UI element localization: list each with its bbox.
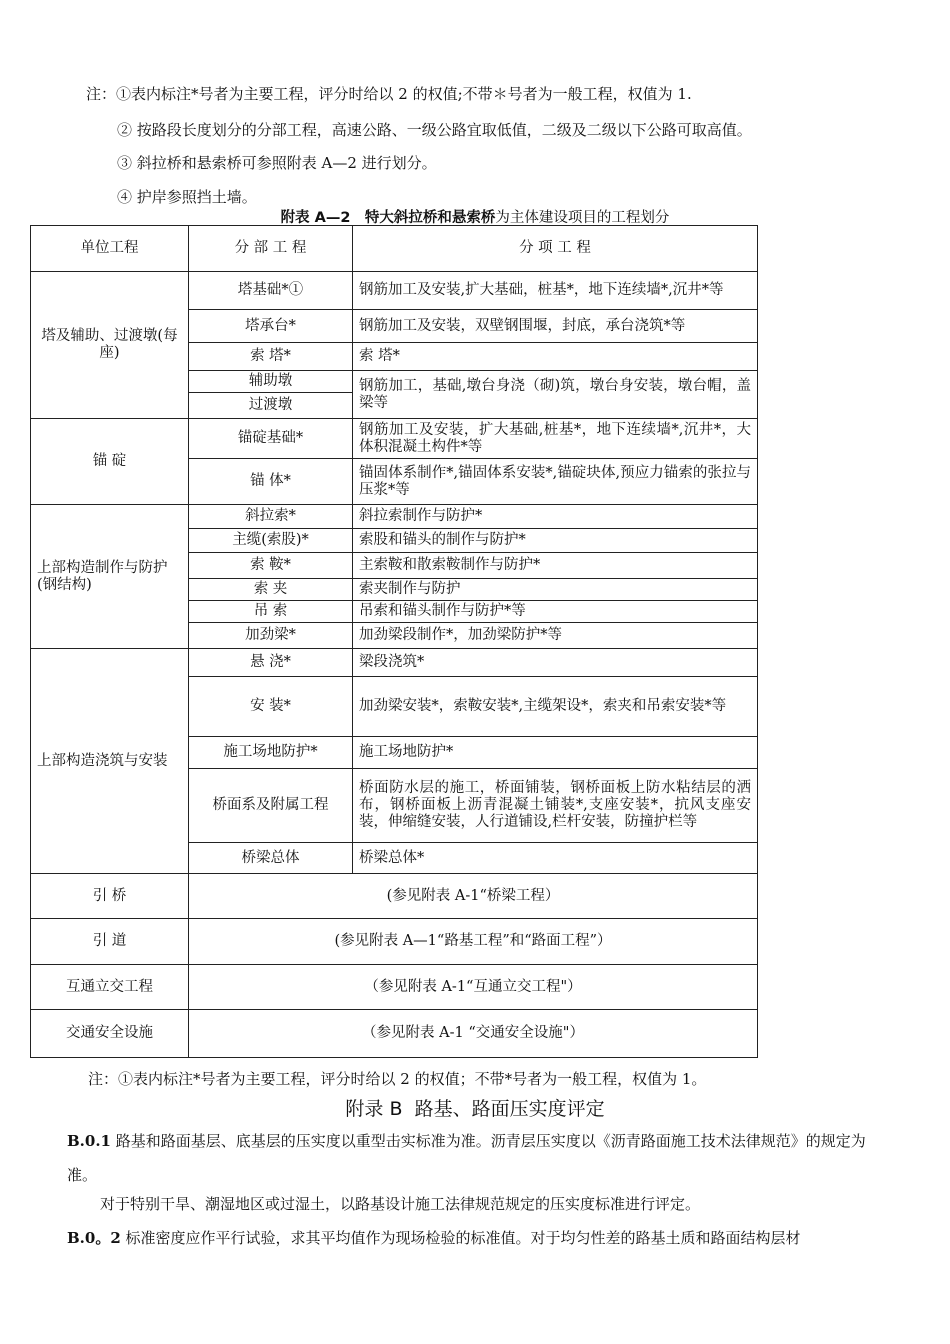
items-cell: 钢筋加工及安装,扩大基础，桩基*，地下连续墙*,沉井*等 [353,272,758,310]
merged-row [31,874,758,919]
clause-number: B.0.1 [67,1132,111,1150]
note-top-3: ③ 斜拉桥和悬索桥可参照附表 A—2 进行划分。 [117,154,437,172]
reference-cell: （参见附表 A-1 “交通安全设施"） [189,1010,758,1058]
items-cell: 吊索和锚头制作与防护*等 [353,601,758,623]
unit-cell: 塔及辅助、过渡墩(每座) [31,272,189,419]
part-cell: 索 鞍* [189,553,353,579]
table-caption-bold: 附表 A—2 特大斜拉桥和悬索桥 [280,210,496,226]
part-cell: 施工场地防护* [189,737,353,769]
appendix-paragraph-2: 对于特别干旱、潮湿地区或过湿土，以路基设计施工法律规范规定的压实度标准进行评定。 [100,1195,701,1213]
items-cell: 钢筋加工及安装，双壁钢围堰，封底，承台浇筑*等 [353,310,758,343]
table-row [31,505,758,529]
part-cell: 塔基础*① [189,272,353,310]
part-cell: 桥面系及附属工程 [189,769,353,843]
appendix-title-b: 路基、路面压实度评定 [414,1098,605,1120]
note-top-1: 注：①表内标注*号者为主要工程，评分时给以 2 的权值;不带＊号者为一般工程，权值为 1. [86,85,692,103]
reference-cell: (参见附表 A-1“桥梁工程） [189,874,758,919]
appendix-title-a: 附录 B [345,1098,403,1120]
header-part: 分 部 工 程 [189,226,353,272]
appendix-paragraph-3 [67,1221,801,1255]
items-cell: 斜拉索制作与防护* [353,505,758,529]
merged-row [31,919,758,965]
header-items: 分 项 工 程 [353,226,758,272]
items-cell: 加劲梁段制作*，加劲梁防护*等 [353,623,758,649]
note-top-2: ② 按路段长度划分的分部工程，高速公路、一级公路宜取低值，二级及二级以下公路可取高值。 [117,121,752,139]
table-row [31,272,758,310]
note-bottom: 注：①表内标注*号者为主要工程，评分时给以 2 的权值；不带*号者为一般工程，权值为 1。 [88,1070,707,1088]
table-header-row [31,226,758,272]
unit-cell: 锚 碇 [31,419,189,505]
unit-cell: 引 桥 [31,874,189,919]
items-cell: 索股和锚头的制作与防护* [353,529,758,553]
reference-cell: (参见附表 A—1“路基工程”和“路面工程”） [189,919,758,965]
items-cell: 钢筋加工及安装，扩大基础,桩基*，地下连续墙*,沉井*，大体积混凝土构件*等 [353,419,758,459]
merged-row [31,1010,758,1058]
note-top-4: ④ 护岸参照挡土墙。 [117,188,257,206]
part-cell: 塔承台* [189,310,353,343]
part-cell: 斜拉索* [189,505,353,529]
part-cell: 桥梁总体 [189,843,353,874]
part-cell: 索 夹 [189,579,353,601]
appendix-title [0,1094,950,1121]
clause-text: 标准密度应作平行试验，求其平均值作为现场检验的标准值。对于均匀性差的路基土质和路面结构层材 [120,1229,801,1247]
reference-cell: （参见附表 A-1“互通立交工程"） [189,965,758,1010]
items-cell: 锚固体系制作*,锚固体系安装*,锚碇块体,预应力锚索的张拉与压浆*等 [353,459,758,505]
part-cell: 加劲梁* [189,623,353,649]
unit-cell: 上部构造制作与防护(钢结构) [31,505,189,649]
part-cell: 辅助墩 [189,371,353,393]
part-cell: 锚碇基础* [189,419,353,459]
items-cell: 索夹制作与防护 [353,579,758,601]
part-cell: 锚 体* [189,459,353,505]
items-cell: 索 塔* [353,343,758,371]
unit-cell: 引 道 [31,919,189,965]
table-caption [0,206,950,227]
items-cell: 钢筋加工，基础,墩台身浇（砌)筑，墩台身安装，墩台帽，盖梁等 [353,371,758,419]
part-cell: 索 塔* [189,343,353,371]
unit-cell: 互通立交工程 [31,965,189,1010]
part-cell: 安 装* [189,677,353,737]
items-cell: 主索鞍和散索鞍制作与防护* [353,553,758,579]
items-cell: 加劲梁安装*，索鞍安装*,主缆架设*，索夹和吊索安装*等 [353,677,758,737]
items-cell: 梁段浇筑* [353,649,758,677]
table-caption-rest: 为主体建设项目的工程划分 [495,210,670,226]
merged-row [31,965,758,1010]
items-cell: 施工场地防护* [353,737,758,769]
clause-text: 路基和路面基层、底基层的压实度以重型击实标准为准。沥青层压实度以《沥青路面施工技术法律规范》的规定为准。 [67,1132,866,1184]
part-cell: 吊 索 [189,601,353,623]
part-cell: 悬 浇* [189,649,353,677]
appendix-paragraph-1 [67,1124,883,1192]
items-cell: 桥梁总体* [353,843,758,874]
part-cell: 过渡墩 [189,393,353,419]
table-row [31,649,758,677]
unit-cell: 交通安全设施 [31,1010,189,1058]
clause-number: B.0。2 [67,1229,121,1247]
items-cell: 桥面防水层的施工，桥面铺装，钢桥面板上防水粘结层的洒布，钢桥面板上沥青混凝土铺装*,支座安装*，抗风支座安装，伸缩缝安装，人行道铺设,栏杆安装，防撞护栏等 [353,769,758,843]
table-row [31,419,758,459]
part-cell: 主缆(索股)* [189,529,353,553]
work-division-table [30,225,758,1058]
unit-cell: 上部构造浇筑与安装 [31,649,189,874]
header-unit: 单位工程 [31,226,189,272]
